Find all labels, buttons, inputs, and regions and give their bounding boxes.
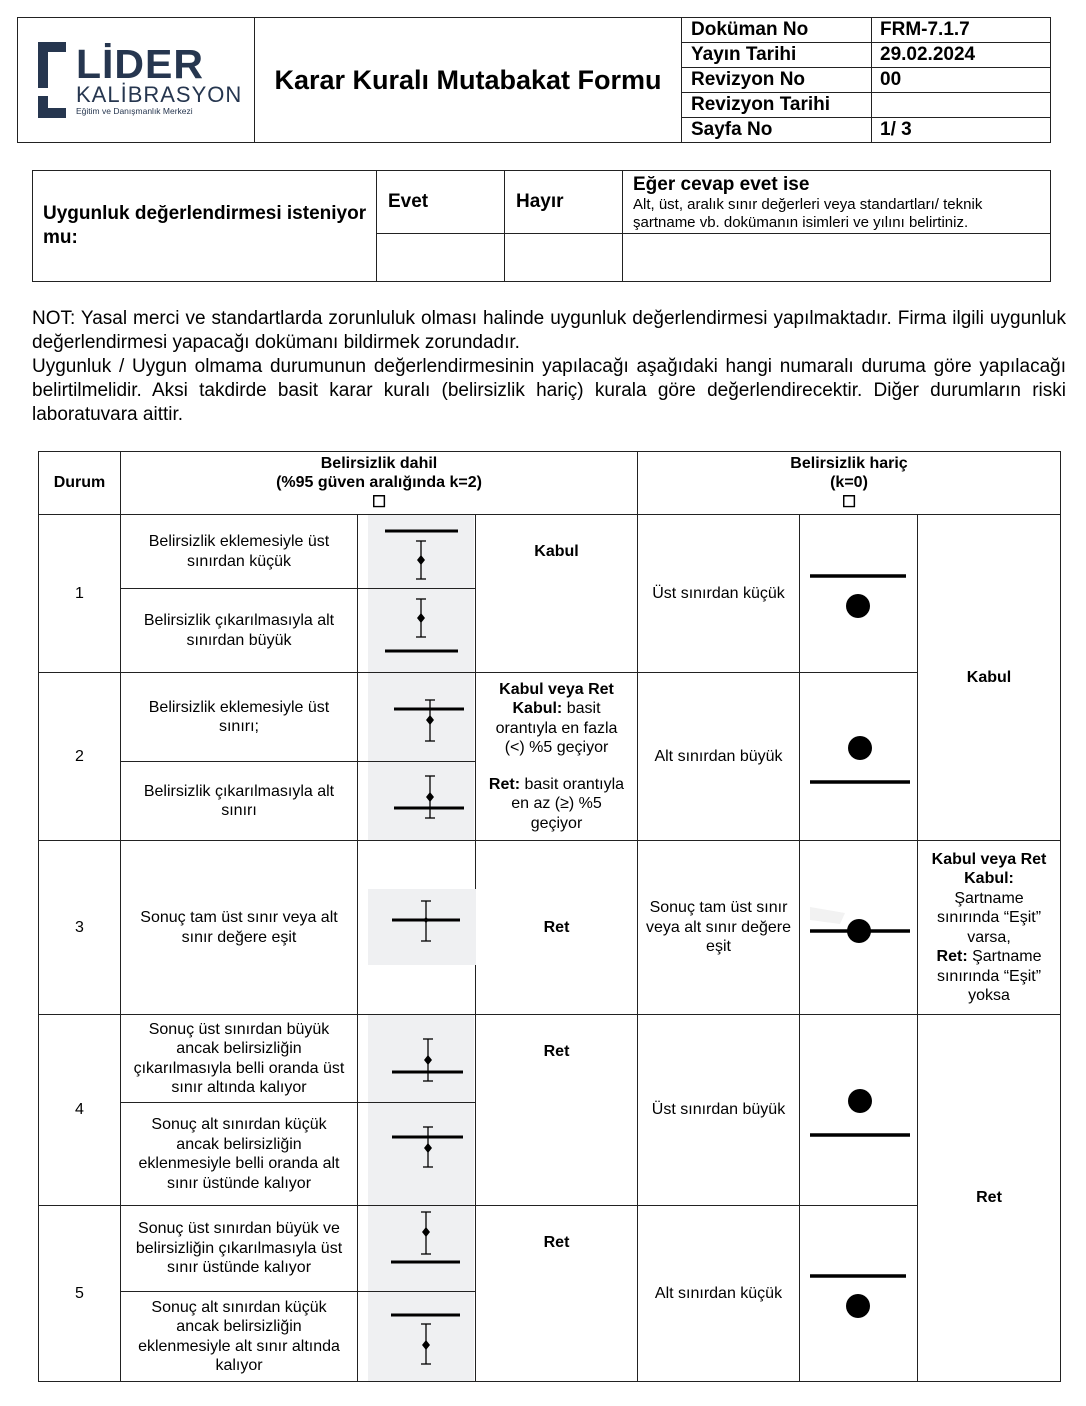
case-description: Belirsizlik eklemesiyle üst sınırdan küçük [121,515,358,589]
case-result: Ret [476,1206,638,1382]
meta-value-doc-no: FRM-7.1.7 [872,18,1051,43]
uncertainty-diagram [358,1292,476,1382]
condition-title: Eğer cevap evet ise [633,174,810,195]
case-2-result [476,673,638,841]
case-description: Sonuç alt sınırdan küçük ancak belirsizliğin eklenmesiyle belli oranda alt sınır üstünde kalıyor [121,1103,358,1206]
yes-answer-field[interactable] [377,234,505,282]
uncertainty-included-checkbox[interactable]: ☐ [371,493,387,511]
excluded-result-reject: Ret [918,1015,1061,1382]
uncertainty-diagram [358,841,476,1015]
uncertainty-diagram [358,762,476,841]
uncertainty-excluded-checkbox[interactable]: ☐ [841,493,857,511]
meta-label-revision-date: Revizyon Tarihi [682,93,872,118]
excluded-description: Üst sınırdan büyük [638,1015,800,1206]
uncertainty-diagram [358,673,476,762]
case-description: Belirsizlik çıkarılmasıyla alt sınırı [121,762,358,841]
case-3-excluded-result [918,841,1061,1015]
case-result: Kabul [476,515,638,673]
point-diagram [800,1015,918,1206]
excluded-description: Alt sınırdan büyük [638,673,800,841]
case-description: Belirsizlik çıkarılmasıyla alt sınırdan büyük [121,589,358,673]
uncertainty-included-title: Belirsizlik dahil [320,454,438,472]
no-answer-field[interactable] [505,234,623,282]
meta-label-doc-no: Doküman No [682,18,872,43]
point-diagram [800,673,918,841]
uncertainty-diagram [358,589,476,673]
decision-rule-table [38,451,1061,1382]
uncertainty-diagram [358,1206,476,1292]
meta-label-revision-no: Revizyon No [682,68,872,93]
logo-word-lider: LİDER [76,40,204,87]
uncertainty-diagram [358,515,476,589]
case-number: 2 [39,673,121,841]
reject-criterion: Şartname sınırında “Eşit” yoksa [936,948,1042,1004]
note-paragraph-1: NOT: Yasal merci ve standartlarda zorunluluk olması halinde uygunluk değerlendirmesi yapılmaktadır. Firma ilgili uygunluk değerlendirmesi yapacağı dokümanı bildirmek zorundadır. [32,308,1066,353]
case-number: 4 [39,1015,121,1206]
point-diagram [800,841,918,1015]
company-logo [18,42,254,118]
logo-mark-icon [38,42,68,118]
accept-label: Kabul: [512,700,563,718]
conformity-question-table [32,170,1051,282]
accept-label: Kabul: [964,870,1014,887]
accept-criterion: basit orantıyla en fazla (<) %5 geçiyor [495,700,618,757]
excluded-description: Sonuç tam üst sınır veya alt sınır değere eşit [638,841,800,1015]
case-description: Sonuç üst sınırdan büyük ve belirsizliğin çıkarılmasıyla üst sınır üstünde kalıyor [121,1206,358,1292]
uncertainty-excluded-subtitle: (k=0) [830,474,868,492]
case-3-result-title: Kabul veya Ret [931,850,1047,868]
note-paragraph-2: Uygunluk / Uygun olmama durumunun değerlendirmesinin yapılacağı aşağıdaki hangi numaralı duruma göre yapılacağı belirtilmelidir. Aksi takdirde basit karar kuralı (belirsizlik hariç) kurala göre değerlendirecektir. Diğer durumların riski laboratuvara aittir. [32,356,1066,425]
excluded-result-accept: Kabul [918,515,1061,841]
meta-label-page-no: Sayfa No [682,118,872,143]
excluded-description: Alt sınırdan küçük [638,1206,800,1382]
uncertainty-excluded-header [638,452,1061,515]
case-number: 1 [39,515,121,673]
logo-tagline: Eğitim ve Danışmanlık Merkezi [76,105,193,116]
case-description: Sonuç üst sınırdan büyük ancak belirsizliğin çıkarılmasıyla belli oranda üst sınır altında kalıyor [121,1015,358,1103]
point-diagram [800,1206,918,1382]
durum-header: Durum [39,452,121,515]
meta-value-publish-date: 29.02.2024 [872,43,1051,68]
excluded-description: Üst sınırdan küçük [638,515,800,673]
meta-value-page-no: 1/ 3 [872,118,1051,143]
uncertainty-included-header [121,452,638,515]
case-result: Ret [476,841,638,1015]
document-header [17,17,1051,143]
case-2-result-title: Kabul veya Ret [499,680,614,698]
standard-names-field[interactable] [623,234,1051,282]
uncertainty-diagram [358,1103,476,1206]
case-number: 3 [39,841,121,1015]
reject-label: Ret: [488,775,521,793]
conformity-question: Uygunluk değerlendirmesi isteniyor mu: [33,171,377,282]
point-diagram [800,515,918,673]
case-description: Sonuç tam üst sınır veya alt sınır değere eşit [121,841,358,1015]
case-number: 5 [39,1206,121,1382]
uncertainty-included-subtitle: (%95 güven aralığında k=2) [276,474,482,492]
note-section [32,307,1066,427]
form-title: Karar Kuralı Mutabakat Formu [255,18,682,143]
no-header: Hayır [505,171,623,234]
logo-word-kalibrasyon: KALİBRASYON [76,81,243,107]
condition-instructions: Alt, üst, aralık sınır değerleri veya standartları/ teknik şartname vb. dokümanın isimleri ve yılını belirtiniz. [633,196,983,231]
meta-value-revision-date [872,93,1051,118]
logo-cell [18,18,255,143]
uncertainty-diagram [358,1015,476,1103]
yes-header: Evet [377,171,505,234]
reject-label: Ret: [936,948,968,965]
meta-label-publish-date: Yayın Tarihi [682,43,872,68]
case-description: Sonuç alt sınırdan küçük ancak belirsizliğin eklenmesiyle alt sınır altında kalıyor [121,1292,358,1382]
meta-value-revision-no: 00 [872,68,1051,93]
condition-header [623,171,1051,234]
accept-criterion: Şartname sınırında “Eşit” varsa, [936,889,1042,946]
reject-criterion: basit orantıyla en az (≥) %5 geçiyor [511,775,625,832]
case-description: Belirsizlik eklemesiyle üst sınırı; [121,673,358,762]
uncertainty-excluded-title: Belirsizlik hariç [790,454,908,472]
case-result: Ret [476,1015,638,1206]
